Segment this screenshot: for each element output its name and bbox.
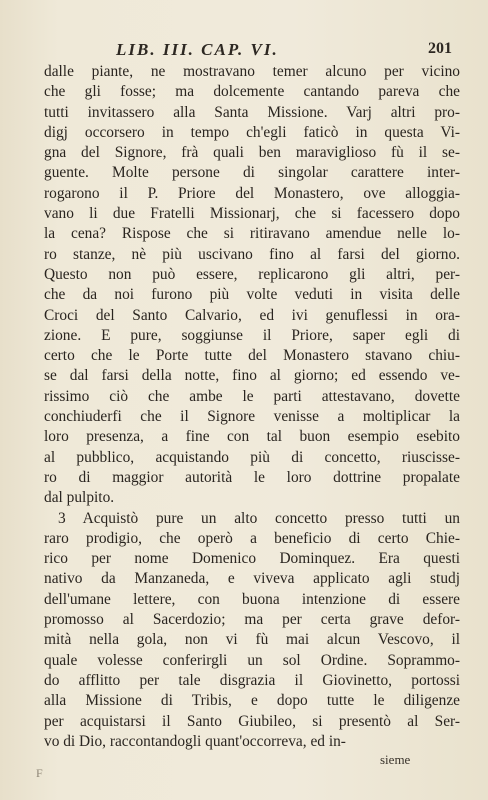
text-line: dell'umane lettere, con buona intenzione di essere [44,590,460,608]
page-number: 201 [428,40,452,57]
body-text [44,62,460,752]
text-line: rogarono il P. Priore del Monastero, ove alloggia- [44,184,460,202]
text-line: che da noi furono più volte veduti in visita delle [44,286,460,304]
text-line: vano li due Fratelli Missionarj, che si facessero dopo [44,205,460,223]
text-line: do afflitto per tale disgrazia il Giovinetto, portossi [44,671,460,689]
text-line: mità nella gola, non vi fù mai alcun Vescovo, il [44,631,460,649]
text-line: gna del Signore, frà quali ben maraviglioso fù il se- [44,144,460,162]
text-line: Questo non può essere, replicarono gli altri, per- [44,265,460,283]
folio-mark: F [36,766,43,780]
text-line: raro prodigio, che operò a beneficio di certo Chie- [44,529,460,547]
text-line: promosso al Sacerdozio; ma per certa grave defor- [44,611,460,629]
text-line: dalle piante, ne mostravano temer alcuno per vicino [44,63,460,80]
page-header [60,40,458,62]
text-line: rissimo ciò che ambe le parti attestavano, dovette [44,387,460,405]
text-line: guente. Molte persone di singolar carattere inter- [44,164,460,182]
text-line: tutti invitassero alla Santa Missione. Varj altri pro- [44,103,460,121]
text-line: quale volesse conferirgli un sol Ordine. Soprammo- [44,651,460,669]
text-line: ro di maggior autorità le loro dottrine propalate [44,468,460,486]
text-line: vo di Dio, raccontandogli quant'occorreva, ed in- [44,732,346,750]
text-line: alla Missione di Tribis, e dopo tutte le diligenze [44,692,460,710]
text-line: per acquistarsi il Santo Giubileo, si presentò al Ser- [44,712,460,730]
text-line: ro stanze, nè più uscivano fino al farsi del giorno. [44,245,460,263]
text-line: digj occorsero in tempo ch'egli faticò in questa Vi- [44,123,460,141]
catchword: sieme [380,752,411,767]
text-line: zione. E pure, soggiunse il Priore, saper egli di [44,326,460,344]
running-head: LIB. III. CAP. VI. [116,40,279,59]
text-line: la cena? Rispose che si ritiravano amendue nelle lo- [44,225,460,243]
text-line: al pubblico, acquistando più di concetto, riuscisse- [44,448,460,466]
text-line: Croci del Santo Calvario, ed ivi genuflessi in ora- [44,306,460,324]
text-line: nativo da Manzaneda, e viveva applicato agli studj [44,570,460,588]
text-line: dal pulpito. [44,489,115,507]
text-line: che gli fosse; ma dolcemente cantando pareva che [44,83,460,101]
text-line: rico per nome Domenico Dominquez. Era questi [44,550,460,568]
text-line: loro presenza, a fine con tal buon esempio esebito [44,428,460,446]
text-line: se dal farsi della notte, fino al giorno; ed essendo ve- [44,367,460,385]
text-line: certo che le Porte tutte del Monastero stavano chiu- [44,347,460,365]
text-line: conchiuderfi che il Signore venisse a moltiplicar la [44,408,460,426]
text-line: 3 Acquistò pure un alto concetto presso tutti un [58,509,460,527]
